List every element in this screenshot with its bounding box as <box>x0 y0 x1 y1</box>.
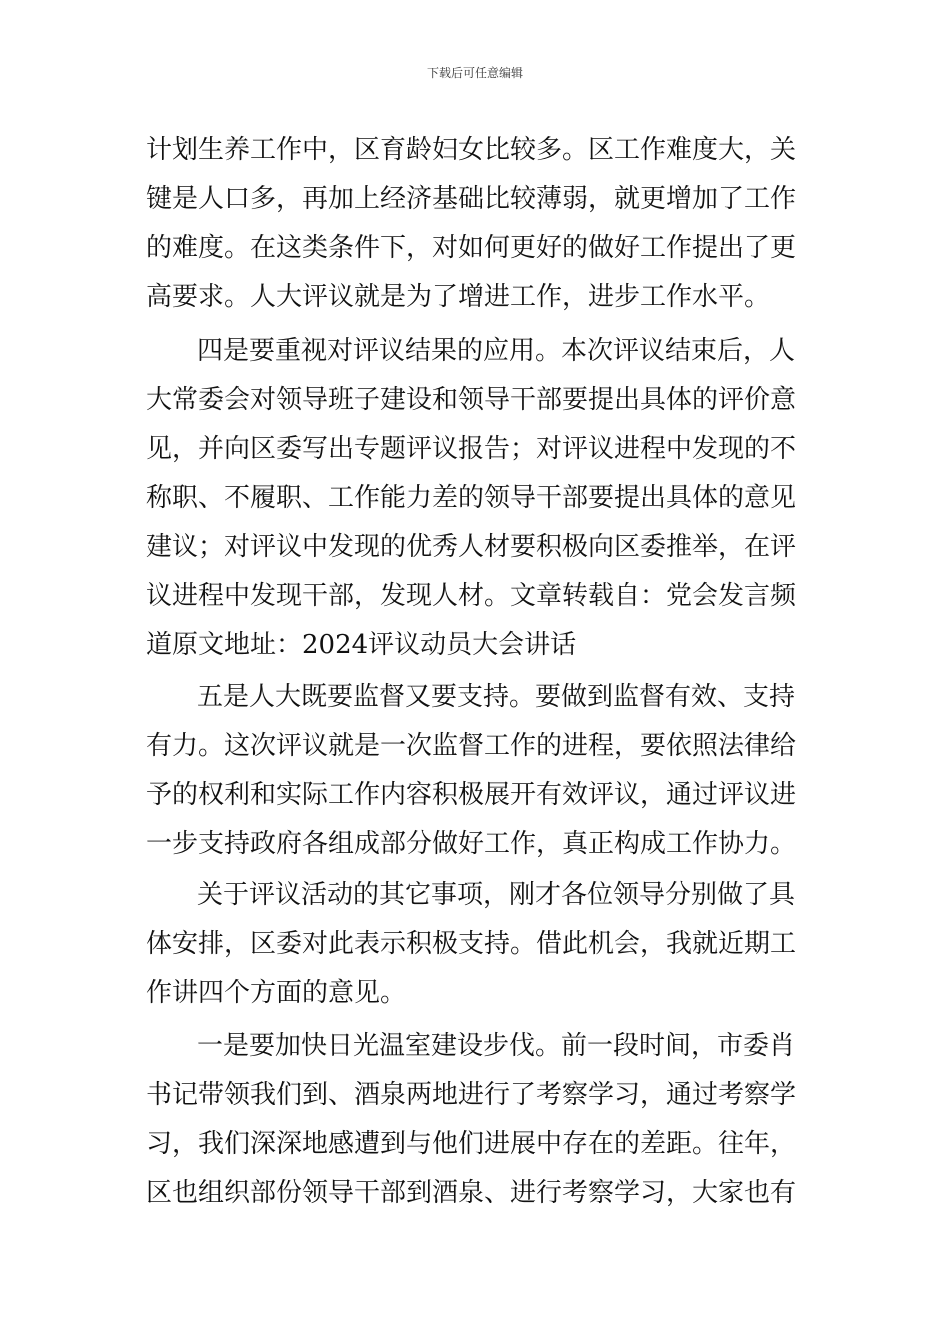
text-line: 计划生养工作中，区育龄妇女比较多。区工作难度大，关 <box>146 135 797 165</box>
text-line: 道原文地址：2024评议动员大会讲话 <box>146 630 577 660</box>
text-line: 建议；对评议中发现的优秀人材要积极向区委推举，在评 <box>146 532 797 562</box>
text-line: 书记带领我们到、酒泉两地进行了考察学习，通过考察学 <box>146 1080 797 1110</box>
page-header-note: 下载后可任意编辑 <box>426 66 523 80</box>
text-line: 键是人口多，再加上经济基础比较薄弱，就更增加了工作 <box>146 184 797 214</box>
paragraph-first-line: 五是人大既要监督又要支持。要做到监督有效、支持 <box>197 682 796 712</box>
text-line: 有力。这次评议就是一次监督工作的进程，要依照法律给 <box>146 731 797 761</box>
text-line: 予的权利和实际工作内容积极展开有效评议，通过评议进 <box>146 780 797 810</box>
text-line: 大常委会对领导班子建设和领导干部要提出具体的评价意 <box>146 385 797 415</box>
paragraph-first-line: 关于评议活动的其它事项，刚才各位领导分别做了具 <box>197 880 796 910</box>
text-line: 作讲四个方面的意见。 <box>146 978 407 1008</box>
text-line: 的难度。在这类条件下，对如何更好的做好工作提出了更 <box>146 233 797 263</box>
text-line: 习，我们深深地感遭到与他们进展中存在的差距。往年， <box>146 1129 797 1159</box>
text-line: 称职、不履职、工作能力差的领导干部要提出具体的意见 <box>146 483 797 513</box>
paragraph-first-line: 四是要重视对评议结果的应用。本次评议结束后，人 <box>197 336 796 366</box>
paragraph-first-line: 一是要加快日光温室建设步伐。前一段时间，市委肖 <box>197 1031 796 1061</box>
text-line: 体安排，区委对此表示积极支持。借此机会，我就近期工 <box>146 929 797 959</box>
text-line: 议进程中发现干部，发现人材。文章转载自：党会发言频 <box>146 581 797 611</box>
text-line: 高要求。人大评议就是为了增进工作，进步工作水平。 <box>146 282 771 312</box>
text-line: 区也组织部份领导干部到酒泉、进行考察学习，大家也有 <box>146 1178 797 1208</box>
text-line: 见，并向区委写出专题评议报告；对评议进程中发现的不 <box>146 434 797 464</box>
text-line: 一步支持政府各组成部分做好工作，真正构成工作协力。 <box>146 829 797 859</box>
